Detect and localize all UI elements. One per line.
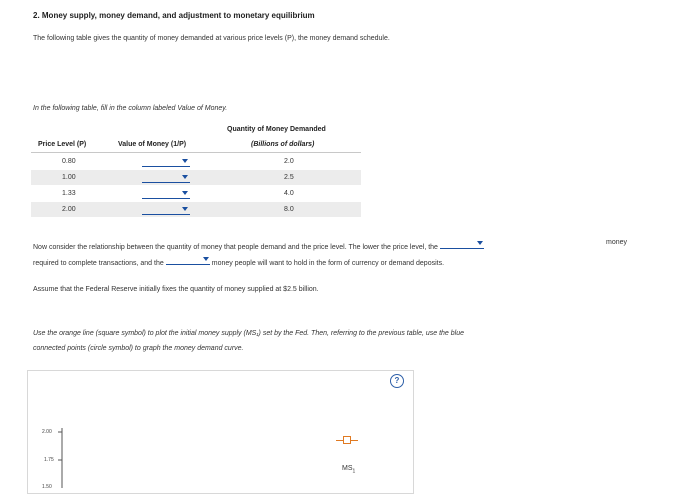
- intro-text: The following table gives the quantity of money demanded at various price levels (P), the money demand schedule.: [33, 35, 390, 42]
- lower-price-level-dropdown[interactable]: [440, 239, 484, 249]
- table-row: [31, 154, 361, 169]
- ms-subscript: 1: [352, 468, 356, 475]
- chevron-down-icon: [182, 159, 188, 163]
- graph-instructions-line2: connected points (circle symbol) to graph the money demand curve.: [33, 345, 244, 352]
- price-cell: 1.33: [62, 190, 76, 197]
- value-of-money-dropdown[interactable]: [142, 188, 190, 199]
- qty-cell: 2.0: [284, 158, 294, 165]
- qty-cell: 2.5: [284, 174, 294, 181]
- relationship-text-b: money: [606, 239, 628, 246]
- qty-cell: 8.0: [284, 206, 294, 213]
- price-cell: 0.80: [62, 158, 76, 165]
- table-instruction: In the following table, fill in the column labeled Value of Money.: [33, 105, 228, 112]
- table-divider: [31, 152, 361, 153]
- relationship-text-c: required to complete transactions, and the: [33, 260, 164, 267]
- help-icon[interactable]: ?: [390, 374, 404, 388]
- ms-tool-square-icon[interactable]: [343, 436, 351, 444]
- value-of-money-dropdown[interactable]: [142, 204, 190, 215]
- question-title: 2. Money supply, money demand, and adjustment to monetary equilibrium: [33, 11, 315, 20]
- qty-cell: 4.0: [284, 190, 294, 197]
- chevron-down-icon: [182, 207, 188, 211]
- y-tick-label: 1.75: [44, 457, 54, 463]
- chevron-down-icon: [477, 241, 483, 245]
- chevron-down-icon: [182, 175, 188, 179]
- table-row: [31, 170, 361, 185]
- y-axis: [56, 428, 68, 488]
- ms-label: MS: [342, 465, 353, 472]
- graph-instructions: [33, 326, 633, 356]
- chevron-down-icon: [182, 191, 188, 195]
- graph-panel[interactable]: [27, 370, 414, 494]
- value-of-money-dropdown[interactable]: [142, 172, 190, 183]
- fed-assumption-text: Assume that the Federal Reserve initially fixes the quantity of money supplied at $2.5 billion.: [33, 286, 319, 293]
- relationship-text-d: money people will want to hold in the form of currency or demand deposits.: [211, 260, 445, 267]
- table-row: [31, 186, 361, 201]
- price-header: Price Level (P): [38, 141, 87, 148]
- y-tick-label: 1.50: [42, 484, 52, 490]
- y-tick-label: 2.00: [42, 429, 52, 435]
- graph-instructions-line1: Use the orange line (square symbol) to plot the initial money supply (MS₁) set by the Fed. Then, referring to the previous table, use the blue: [33, 330, 464, 337]
- table-row: [31, 202, 361, 217]
- relationship-paragraph: [33, 239, 603, 271]
- chevron-down-icon: [203, 257, 209, 261]
- value-header: Value of Money (1/P): [118, 141, 187, 148]
- ms-tool-label: [342, 465, 355, 474]
- price-cell: 1.00: [62, 174, 76, 181]
- qty-header-line2: (Billions of dollars): [251, 141, 315, 148]
- qty-header-line1: Quantity of Money Demanded: [227, 126, 326, 133]
- money-held-dropdown[interactable]: [166, 255, 210, 265]
- price-cell: 2.00: [62, 206, 76, 213]
- relationship-text-a: Now consider the relationship between the quantity of money that people demand and the price level. The lower the price level, the: [33, 244, 438, 251]
- value-of-money-dropdown[interactable]: [142, 156, 190, 167]
